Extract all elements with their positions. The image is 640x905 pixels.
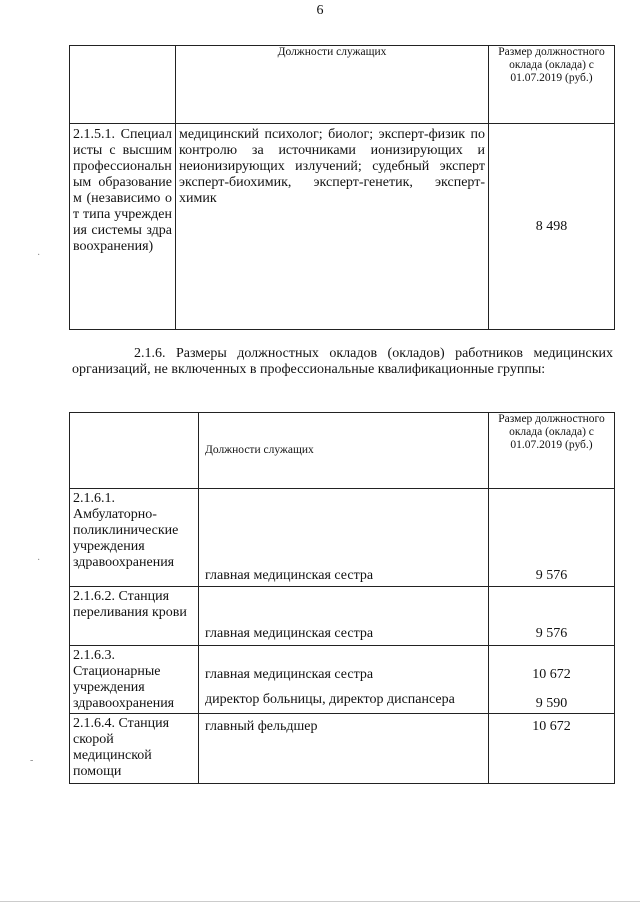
table-row [70,489,615,587]
row-position-cell [199,646,489,714]
scan-edge-line [0,901,640,902]
scan-mark: · [37,555,41,566]
table-row [70,587,615,646]
row-code: 2.1.6.1. Амбулаторно-поликлинические учреждения здравоохранения [70,489,199,587]
row-salary-cell [489,646,615,714]
row-position: медицинский психолог; биолог; эксперт-физик по контролю за источниками ионизирующих и неионизирующих излучений; судебный эксперт эксперт-биохимик, эксперт-генетик, эксперт-химик [176,124,489,330]
table-row [70,646,615,714]
row-code: 2.1.5.1. Специалисты с высшим профессиональным образованием (независимо от типа учреждения системы здравоохранения) [70,124,176,330]
paragraph-2-1-6: 2.1.6. Размеры должностных окладов (окладов) работников медицинских организаций, не включенных в профессиональные квалификационные группы: [72,346,613,377]
row-salary: 10 672 [489,714,615,784]
header-cell-empty [70,413,199,489]
row-position-secondary: директор больницы, директор диспансера [205,692,455,707]
row-position: главная медицинская сестра [199,587,489,646]
row-position: главный фельдшер [199,714,489,784]
salary-table-1 [69,45,615,330]
header-positions: Должности служащих [176,46,489,124]
row-code: 2.1.6.3. Стационарные учреждения здравоохранения [70,646,199,714]
row-position: главная медицинская сестра [205,667,374,682]
row-code: 2.1.6.2. Станция переливания крови [70,587,199,646]
header-cell-empty [70,46,176,124]
header-positions: Должности служащих [199,413,489,489]
table-row [70,714,615,784]
header-salary: Размер должностного оклада (оклада) с 01.07.2019 (руб.) [489,413,615,489]
page-number: 6 [316,3,324,18]
row-position: главная медицинская сестра [199,489,489,587]
table-header-row [70,46,615,124]
row-salary: 8 498 [489,124,615,330]
row-code: 2.1.6.4. Станция скорой медицинской помощи [70,714,199,784]
salary-table-2 [69,412,615,784]
scan-mark: - [30,755,34,766]
table-header-row [70,413,615,489]
table-row [70,124,615,330]
header-salary: Размер должностного оклада (оклада) с 01.07.2019 (руб.) [489,46,615,124]
row-salary: 10 672 [532,667,571,682]
row-salary: 9 576 [489,489,615,587]
row-salary: 9 576 [489,587,615,646]
row-salary-secondary: 9 590 [535,696,568,711]
scan-mark: · [37,250,41,261]
